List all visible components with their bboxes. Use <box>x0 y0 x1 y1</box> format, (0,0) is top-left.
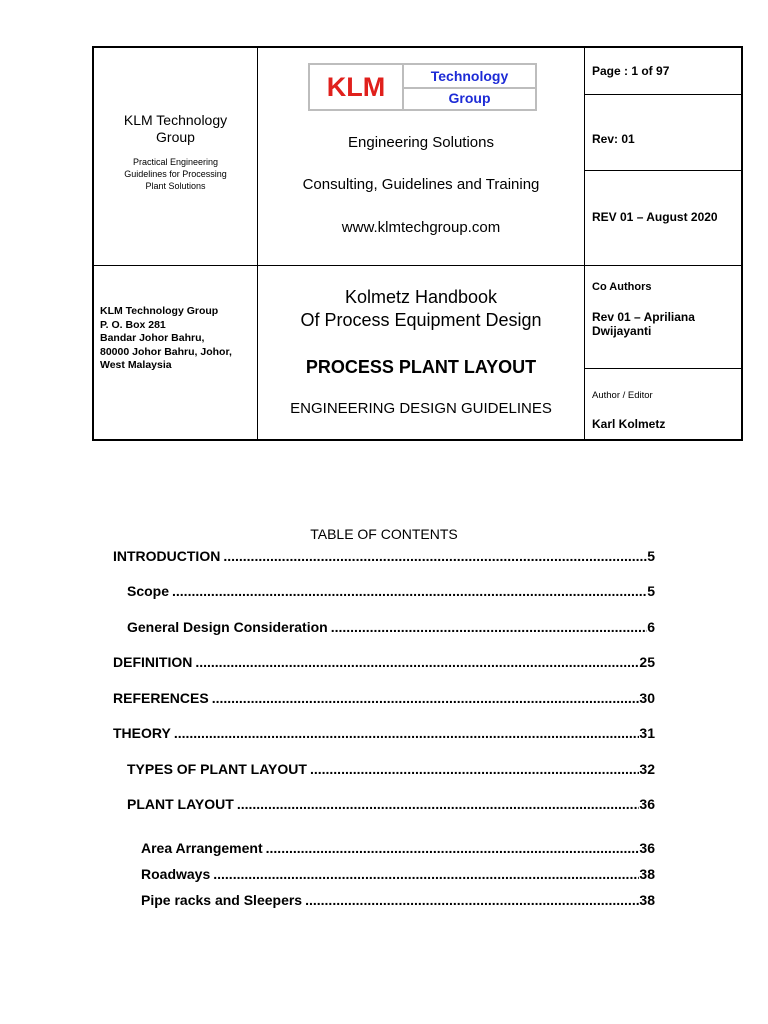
address-line: West Malaysia <box>100 359 172 371</box>
toc-entry-label: Scope <box>127 583 170 599</box>
row-divider <box>584 368 741 369</box>
address-line: 80000 Johor Bahru, Johor, <box>100 345 232 358</box>
website-text: www.klmtechgroup.com <box>341 219 501 236</box>
toc-entry-page: 31 <box>639 725 655 741</box>
klm-logo <box>308 63 537 111</box>
toc-leader-dots <box>305 892 639 908</box>
toc-entry-page: 30 <box>639 690 655 706</box>
toc-entry-page: 25 <box>639 654 655 670</box>
toc-entry-label: Pipe racks and Sleepers <box>141 892 303 908</box>
toc-entry-label: THEORY <box>113 725 171 741</box>
toc-entry-page: 36 <box>639 796 655 812</box>
toc-entry-page: 38 <box>639 892 655 908</box>
handbook-title <box>258 286 584 332</box>
column-divider <box>584 48 585 439</box>
address-line: P. O. Box 281 <box>100 318 166 331</box>
toc-entry-label: General Design Consideration <box>127 619 328 635</box>
toc-entry-page: 5 <box>647 548 655 564</box>
toc-leader-dots <box>331 619 647 635</box>
toc-leader-dots <box>266 840 640 856</box>
author-label: Author / Editor <box>592 390 653 401</box>
toc-entry-label: PLANT LAYOUT <box>127 796 234 812</box>
toc-entry-label: REFERENCES <box>113 690 209 706</box>
toc-entry-plant-layout[interactable] <box>127 796 655 812</box>
logo-klm-text: KLM <box>308 63 404 111</box>
toc-entry-types-of-plant-layout[interactable] <box>127 761 655 777</box>
consulting-text: Consulting, Guidelines and Training <box>302 176 540 193</box>
toc-entry-page: 6 <box>647 619 655 635</box>
page-number: Page : 1 of 97 <box>592 64 670 78</box>
logo-technology-text: Technology <box>404 65 535 89</box>
toc-entry-roadways[interactable] <box>141 866 655 882</box>
row-divider <box>94 265 741 266</box>
company-tagline: Practical Engineering Guidelines for Processing Plant Solutions <box>124 157 227 191</box>
logo-group-text: Group <box>448 90 491 106</box>
row-divider <box>584 170 741 171</box>
toc-entry-label: Roadways <box>141 866 211 882</box>
toc-entry-general-design[interactable] <box>127 619 655 635</box>
co-authors-value: Rev 01 – Apriliana Dwijayanti <box>592 310 695 338</box>
toc-entry-pipe-racks[interactable] <box>141 892 655 908</box>
toc-entry-label: TYPES OF PLANT LAYOUT <box>127 761 307 777</box>
row-divider <box>584 94 741 95</box>
address-line: Bandar Johor Bahru, <box>100 332 205 344</box>
toc-leader-dots <box>172 583 647 599</box>
column-divider <box>257 48 258 439</box>
toc-entry-page: 38 <box>639 866 655 882</box>
toc-entry-definition[interactable] <box>113 654 655 670</box>
company-address <box>100 305 255 373</box>
revision: Rev: 01 <box>592 132 635 146</box>
toc-leader-dots <box>195 654 639 670</box>
toc-entry-introduction[interactable] <box>113 548 655 564</box>
toc-entry-label: DEFINITION <box>113 654 193 670</box>
revision-date: REV 01 – August 2020 <box>592 210 718 224</box>
toc-entry-scope[interactable] <box>127 583 655 599</box>
toc-leader-dots <box>213 866 639 882</box>
toc-entry-page: 36 <box>639 840 655 856</box>
address-line: KLM Technology Group <box>100 305 219 317</box>
toc-entry-page: 32 <box>639 761 655 777</box>
toc-leader-dots <box>310 761 639 777</box>
toc-entry-area-arrangement[interactable] <box>141 840 655 856</box>
toc-leader-dots <box>212 690 640 706</box>
toc-leader-dots <box>223 548 647 564</box>
document-header-table <box>92 46 743 441</box>
document-subtitle: ENGINEERING DESIGN GUIDELINES <box>290 400 552 417</box>
engineering-solutions: Engineering Solutions <box>348 134 494 151</box>
toc-entry-page: 5 <box>647 583 655 599</box>
logo-right-box <box>404 63 537 111</box>
toc-entry-label: Area Arrangement <box>141 840 263 856</box>
company-block <box>94 112 257 192</box>
toc-entry-label: INTRODUCTION <box>113 548 221 564</box>
toc-entry-theory[interactable] <box>113 725 655 741</box>
company-name: KLM Technology Group <box>123 112 228 145</box>
handbook-line-1: Kolmetz Handbook <box>344 287 498 307</box>
handbook-line-2: Of Process Equipment Design <box>300 310 542 330</box>
author-value: Karl Kolmetz <box>592 417 666 431</box>
toc-title: TABLE OF CONTENTS <box>310 526 458 542</box>
toc-leader-dots <box>174 725 640 741</box>
co-authors-label: Co Authors <box>592 281 652 293</box>
toc-entry-references[interactable] <box>113 690 655 706</box>
toc-leader-dots <box>237 796 640 812</box>
document-title: PROCESS PLANT LAYOUT <box>305 357 537 377</box>
